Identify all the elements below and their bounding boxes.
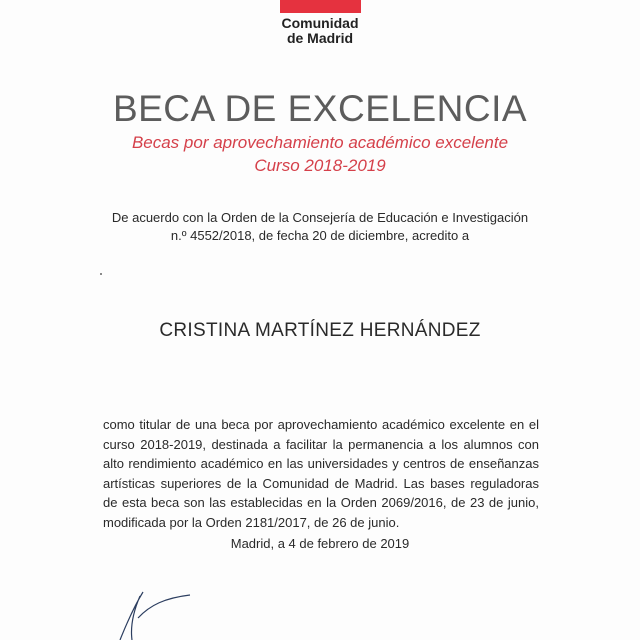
intro-paragraph	[0, 209, 640, 245]
intro-line-1: De acuerdo con la Orden de la Consejería de Educación e Investigación	[111, 210, 529, 225]
course-label: Curso 2018-2019	[254, 156, 386, 175]
signature	[110, 590, 200, 640]
logo-comunidad-de-madrid	[270, 16, 370, 46]
recipient-name: CRISTINA MARTÍNEZ HERNÁNDEZ	[159, 320, 481, 341]
speck	[100, 273, 102, 275]
logo-line-2: de Madrid	[286, 30, 354, 46]
body-paragraph: como titular de una beca por aprovechamiento académico excelente en el curso 2018-2019, destinada a facilitar la permanencia a los alumnos con alto rendimiento académico en las universidades y centros de enseñanzas artísticas superiores de la Comunidad de Madrid. Las bases reguladoras de esta beca son las establecidas en la Orden 2069/2016, de 23 de junio, modificada por la Orden 2181/2017, de 26 de junio.	[103, 417, 539, 530]
issue-date: Madrid, a 4 de febrero de 2019	[230, 536, 410, 551]
intro-line-2: n.º 4552/2018, de fecha 20 de diciembre, acredito a	[170, 228, 470, 243]
certificate-subtitle: Becas por aprovechamiento académico excelente	[131, 133, 509, 152]
logo-line-1: Comunidad	[281, 15, 359, 31]
logo-red-bar	[280, 0, 361, 13]
certificate-title: BECA DE EXCELENCIA	[112, 88, 528, 129]
